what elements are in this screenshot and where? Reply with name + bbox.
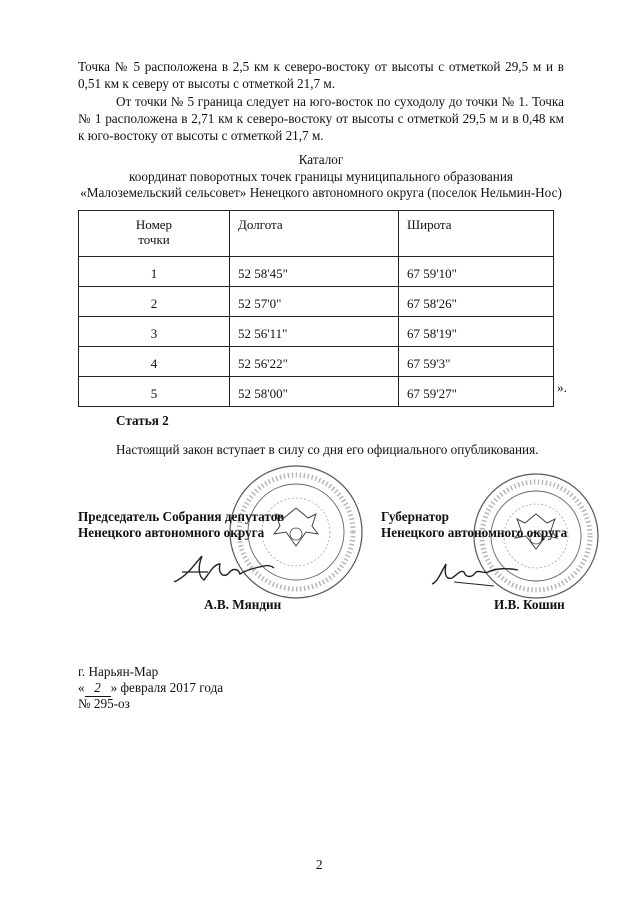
header-longitude: Долгота [230,211,399,257]
paragraph-boundary [78,93,564,144]
date-open-quote: « [78,680,85,695]
table-row [79,377,554,407]
longitude: 52 57'0" [230,287,399,317]
point-number: 4 [79,347,230,377]
right-title-line2: Ненецкого автономного округа [381,525,568,540]
closing-quote: ». [557,380,567,395]
place-of-signing: г. Нарьян-Мар [78,664,159,679]
table-row [79,347,554,377]
latitude: 67 58'19" [399,317,554,347]
catalog-subtitle-2: «Малоземельский сельсовет» Ненецкого автономного округа (поселок Нельмин-Нос) [80,185,562,200]
longitude: 52 56'22" [230,347,399,377]
left-handwritten-signature [168,552,278,590]
date-day-handwritten: 2 [85,680,111,697]
page-number: 2 [316,857,323,872]
header-point-number: Номер точки [79,211,230,257]
signing-date [78,680,223,697]
left-signatory-name: А.В. Мяндин [204,597,282,612]
point-number: 5 [79,377,230,407]
article-text: Настоящий закон вступает в силу со дня его официального опубликования. [116,442,539,457]
latitude: 67 58'26" [399,287,554,317]
paragraph-point5 [78,58,564,92]
point-number: 1 [79,257,230,287]
latitude: 67 59'27" [399,377,554,407]
right-signatory-title [381,509,567,541]
latitude: 67 59'10" [399,257,554,287]
longitude: 52 58'00" [230,377,399,407]
point-number: 3 [79,317,230,347]
right-handwritten-signature [424,556,524,592]
right-signatory-name: И.В. Кошин [494,597,565,612]
date-month-year: » февраля 2017 года [110,680,224,695]
paragraph-text: От точки № 5 граница следует на юго-восток по суходолу до точки № 1. Точка № 1 расположена в 2,71 км к северо-востоку от высоты с отметкой 29,5 м и в 0,48 км к юго-востоку от высоты с отметкой 21,7 м. [78,94,564,143]
left-title-line1: Председатель Собрания депутатов [78,509,285,524]
catalog-title: Каталог [298,152,344,167]
paragraph-text: Точка № 5 расположена в 2,5 км к северо-востоку от высоты с отметкой 29,5 м и в 0,51 км к северу от высоты с отметкой 21,7 м. [78,59,564,91]
left-signatory-title [78,509,284,541]
longitude: 52 56'11" [230,317,399,347]
coordinates-table [78,210,554,407]
latitude: 67 59'3" [399,347,554,377]
table-row [79,317,554,347]
table-row [79,287,554,317]
article-title: Статья 2 [116,413,169,428]
law-number: № 295-оз [78,696,130,711]
table-header-row [79,211,554,257]
longitude: 52 58'45" [230,257,399,287]
table-row [79,257,554,287]
catalog-subtitle-1: координат поворотных точек границы муниципального образования [129,169,513,184]
left-title-line2: Ненецкого автономного округа [78,525,265,540]
right-title-line1: Губернатор [381,509,449,524]
header-latitude: Широта [399,211,554,257]
point-number: 2 [79,287,230,317]
